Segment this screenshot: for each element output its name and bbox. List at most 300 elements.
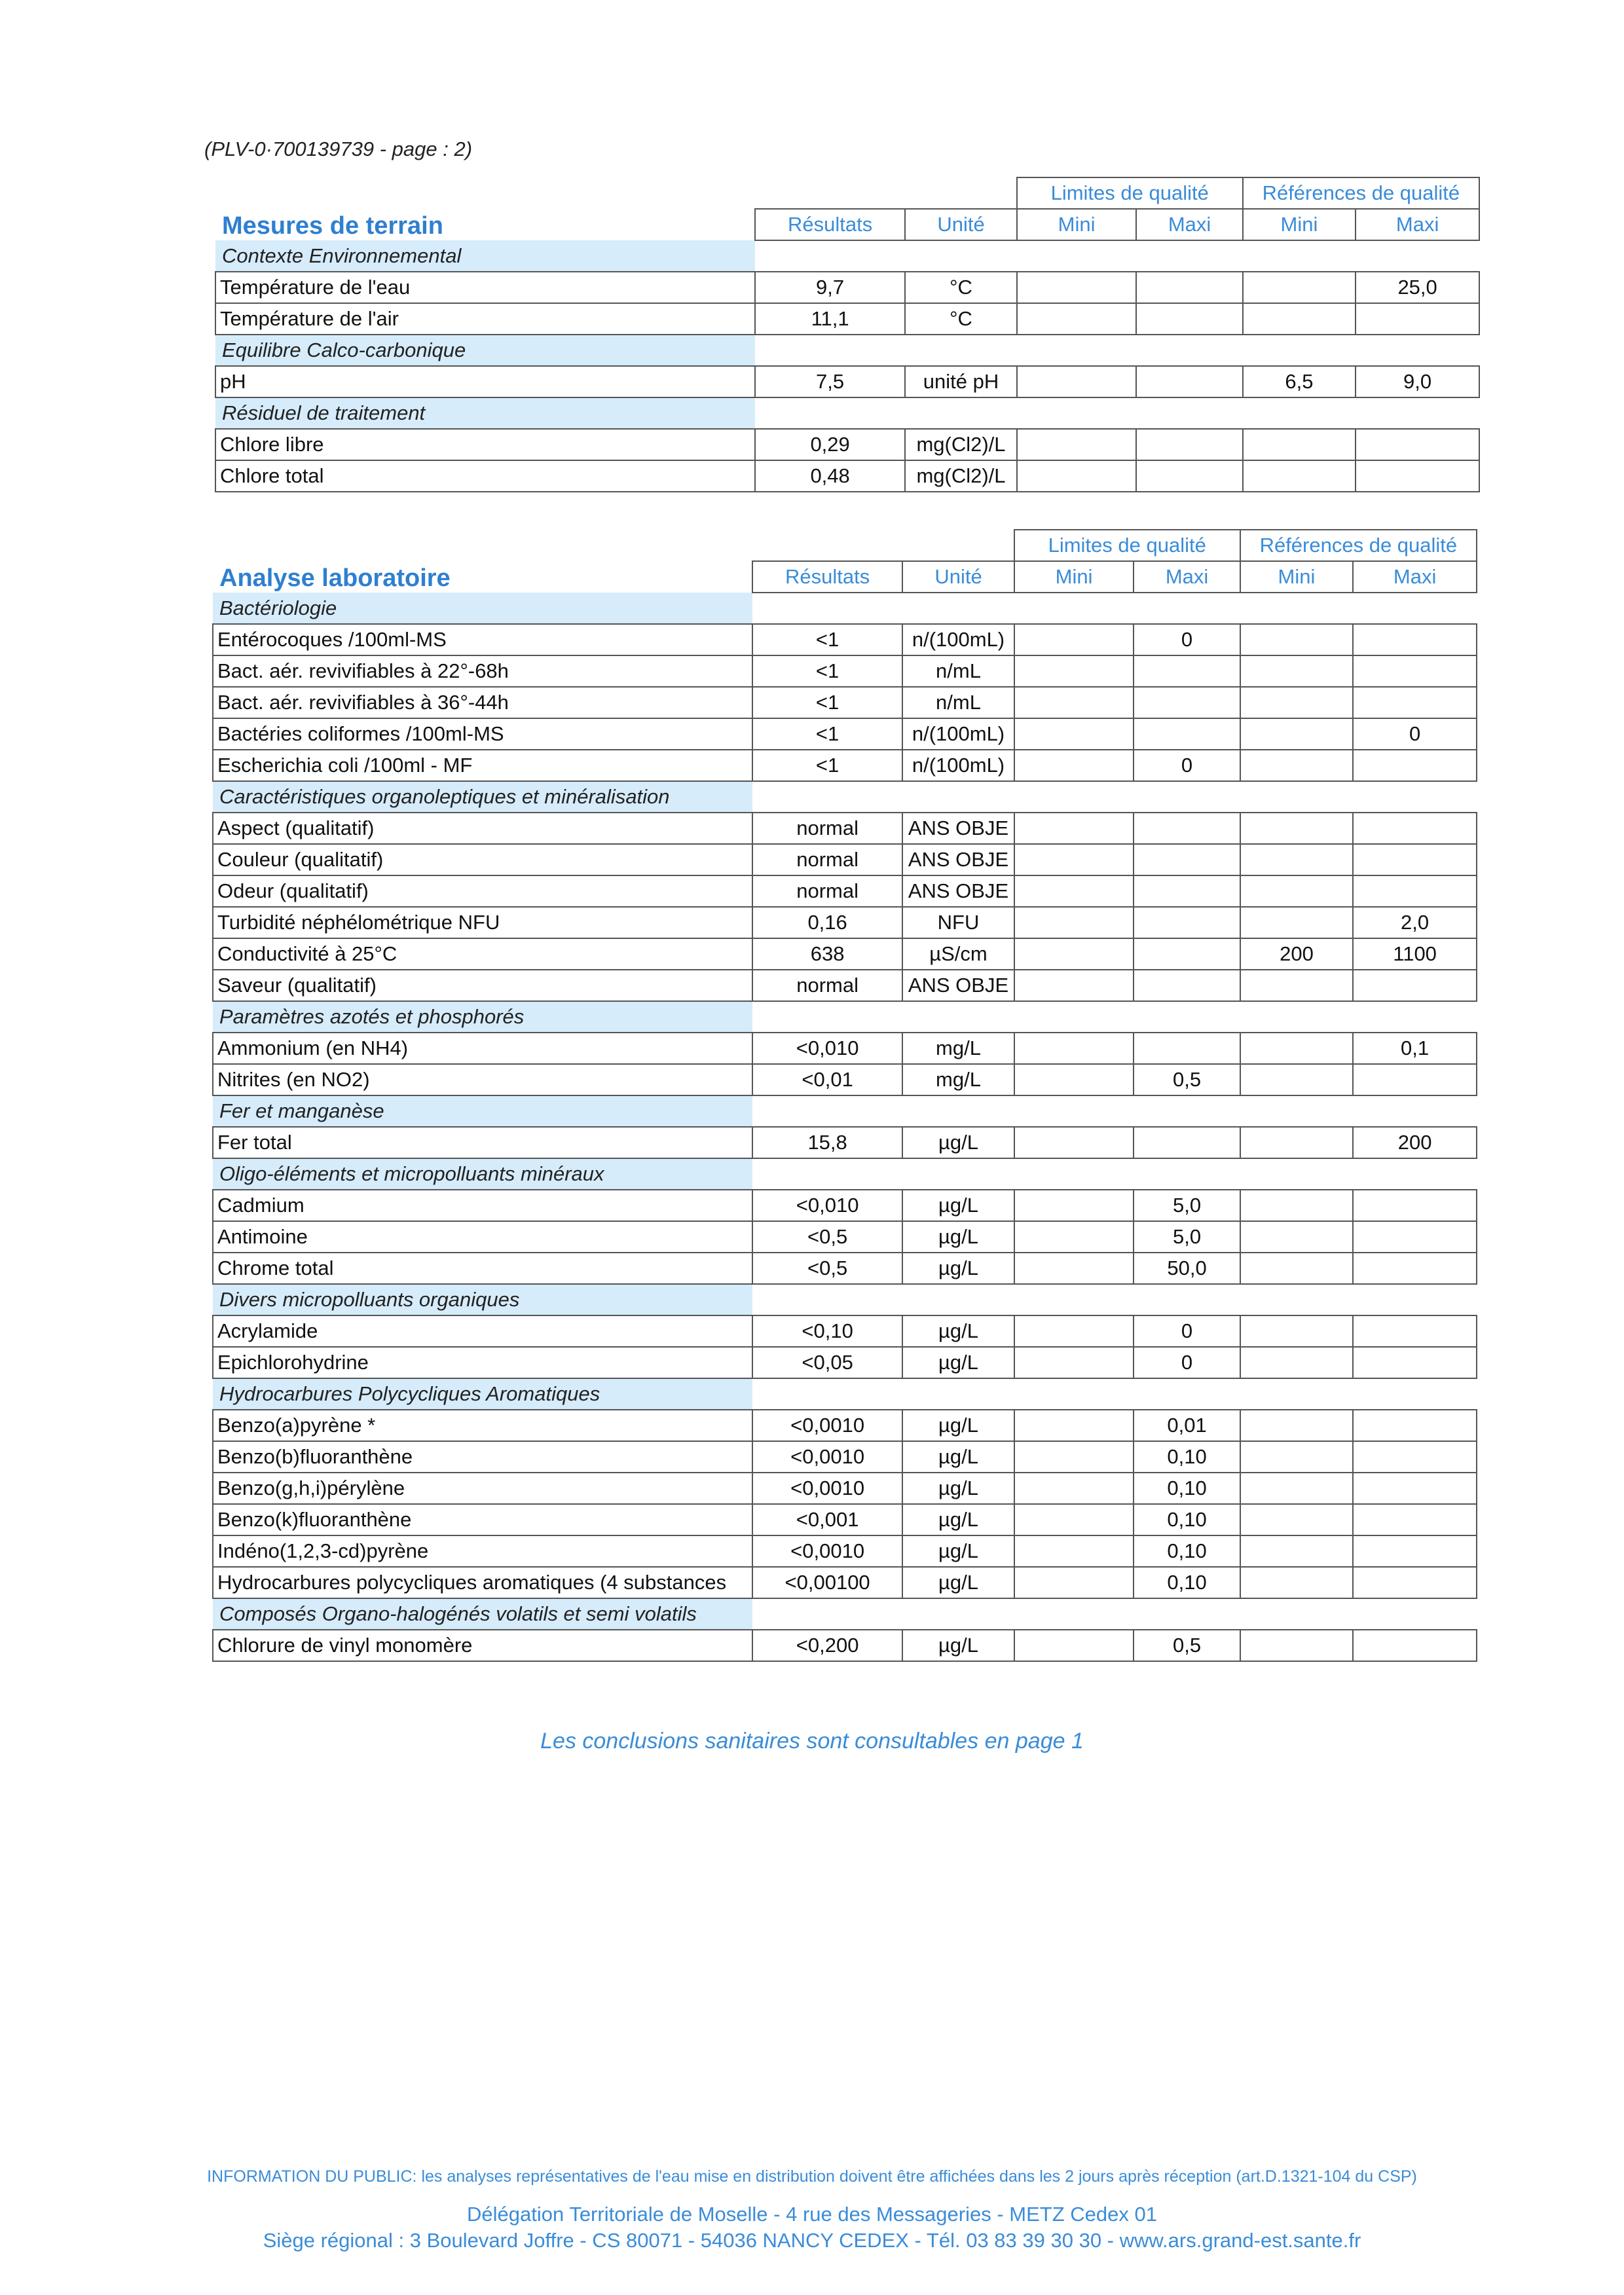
limit-min-value: [1014, 1535, 1134, 1567]
section-title: Mesures de terrain: [222, 212, 443, 240]
limit-max-value: [1136, 303, 1242, 335]
limit-min-value: [1014, 1504, 1134, 1535]
conclusion-note: Les conclusions sanitaires sont consultables en page 1: [540, 1729, 1084, 1753]
reference-min-value: [1240, 1630, 1354, 1661]
unit-value: mg(Cl2)/L: [905, 460, 1016, 492]
reference-max-value: [1353, 875, 1477, 907]
category-label: Hydrocarbures Polycycliques Aromatiques: [213, 1378, 752, 1410]
category-filler: [752, 781, 1477, 813]
reference-max-value: [1353, 1504, 1477, 1535]
parameter-name: Epichlorohydrine: [213, 1347, 752, 1378]
unit-value: µg/L: [902, 1504, 1014, 1535]
result-value: 11,1: [755, 303, 905, 335]
result-value: normal: [752, 844, 902, 875]
table-row: [213, 844, 1477, 875]
reference-max-header: Maxi: [1353, 561, 1477, 593]
limit-min-value: [1014, 1567, 1134, 1598]
table-row: [215, 272, 1479, 303]
parameter-name: Chlore libre: [215, 429, 755, 460]
limit-max-value: [1134, 1033, 1240, 1064]
result-value: <1: [752, 655, 902, 687]
reference-min-value: [1240, 1190, 1354, 1221]
header-spacer: [755, 177, 905, 209]
reference-max-value: [1353, 1630, 1477, 1661]
limit-max-value: [1136, 429, 1242, 460]
result-value: 638: [752, 938, 902, 970]
reference-max-value: [1353, 1567, 1477, 1598]
parameter-name: Chrome total: [213, 1253, 752, 1284]
result-value: <0,00100: [752, 1567, 902, 1598]
unit-value: n/(100mL): [902, 718, 1014, 750]
reference-min-value: [1240, 844, 1354, 875]
limit-min-value: [1014, 1064, 1134, 1095]
parameter-name: Benzo(g,h,i)pérylène: [213, 1473, 752, 1504]
result-value: <0,010: [752, 1190, 902, 1221]
reference-max-value: [1353, 1535, 1477, 1567]
limit-max-value: [1134, 655, 1240, 687]
parameter-name: Bact. aér. revivifiables à 36°-44h: [213, 687, 752, 718]
header-row-groups: [215, 177, 1479, 209]
reference-max-value: [1353, 1253, 1477, 1284]
category-row: [213, 1378, 1477, 1410]
reference-min-value: [1240, 1473, 1354, 1504]
reference-min-value: [1240, 1253, 1354, 1284]
unit-value: ANS OBJE: [902, 970, 1014, 1001]
result-value: <1: [752, 718, 902, 750]
result-value: <1: [752, 687, 902, 718]
result-value: <0,5: [752, 1253, 902, 1284]
category-filler: [752, 1284, 1477, 1315]
unit-value: µg/L: [902, 1190, 1014, 1221]
field-measurements-body: [215, 177, 1479, 492]
limit-min-value: [1014, 655, 1134, 687]
parameter-name: Chlorure de vinyl monomère: [213, 1630, 752, 1661]
unit-value: n/(100mL): [902, 624, 1014, 655]
limit-max-value: 0,01: [1134, 1410, 1240, 1441]
limit-min-value: [1014, 1473, 1134, 1504]
reference-min-header: Mini: [1243, 209, 1356, 240]
reference-min-value: 6,5: [1243, 366, 1356, 397]
result-value: <0,0010: [752, 1473, 902, 1504]
unit-value: µg/L: [902, 1315, 1014, 1347]
limit-min-value: [1017, 272, 1137, 303]
limit-max-value: 0: [1134, 624, 1240, 655]
parameter-name: Bact. aér. revivifiables à 22°-68h: [213, 655, 752, 687]
reference-min-value: [1240, 1064, 1354, 1095]
reference-min-value: 200: [1240, 938, 1354, 970]
reference-max-value: [1353, 655, 1477, 687]
limit-max-value: [1134, 1127, 1240, 1158]
category-label: Oligo-éléments et micropolluants minéraux: [213, 1158, 752, 1190]
parameter-name: Benzo(a)pyrène *: [213, 1410, 752, 1441]
result-value: 7,5: [755, 366, 905, 397]
parameter-name: Turbidité néphélométrique NFU: [213, 907, 752, 938]
unit-value: °C: [905, 272, 1016, 303]
parameter-name: Aspect (qualitatif): [213, 813, 752, 844]
result-value: normal: [752, 813, 902, 844]
limit-min-value: [1017, 429, 1137, 460]
unit-value: µg/L: [902, 1441, 1014, 1473]
reference-min-value: [1240, 970, 1354, 1001]
unit-value: µS/cm: [902, 938, 1014, 970]
reference-max-value: 2,0: [1353, 907, 1477, 938]
parameter-name: Chlore total: [215, 460, 755, 492]
limit-min-header: Mini: [1017, 209, 1137, 240]
limit-min-value: [1014, 938, 1134, 970]
category-label: Paramètres azotés et phosphorés: [213, 1001, 752, 1033]
unit-value: µg/L: [902, 1253, 1014, 1284]
limit-max-header: Maxi: [1136, 209, 1242, 240]
parameter-name: Escherichia coli /100ml - MF: [213, 750, 752, 781]
reference-max-value: 9,0: [1356, 366, 1479, 397]
unit-value: °C: [905, 303, 1016, 335]
limit-min-value: [1014, 1315, 1134, 1347]
category-label: Résiduel de traitement: [215, 397, 755, 429]
limit-min-value: [1014, 907, 1134, 938]
unit-value: µg/L: [902, 1567, 1014, 1598]
limit-max-value: [1134, 938, 1240, 970]
header-spacer: [213, 530, 752, 561]
reference-max-value: [1353, 1347, 1477, 1378]
limit-max-value: [1134, 875, 1240, 907]
limit-min-value: [1014, 1033, 1134, 1064]
unit-value: µg/L: [902, 1473, 1014, 1504]
parameter-name: Bactéries coliformes /100ml-MS: [213, 718, 752, 750]
reference-max-value: [1353, 1190, 1477, 1221]
result-value: 0,16: [752, 907, 902, 938]
table-row: [213, 1221, 1477, 1253]
category-filler: [755, 397, 1479, 429]
result-value: <0,0010: [752, 1410, 902, 1441]
category-row: [213, 1598, 1477, 1630]
table-row: [213, 1567, 1477, 1598]
limit-max-value: 0,5: [1134, 1064, 1240, 1095]
limit-min-value: [1014, 1441, 1134, 1473]
category-filler: [752, 1378, 1477, 1410]
reference-min-value: [1240, 1315, 1354, 1347]
reference-min-value: [1240, 655, 1354, 687]
table-row: [213, 1253, 1477, 1284]
category-row: [215, 240, 1479, 272]
reference-min-value: [1243, 460, 1356, 492]
category-filler: [752, 593, 1477, 624]
table-row: [213, 1127, 1477, 1158]
parameter-name: Acrylamide: [213, 1315, 752, 1347]
table-row: [213, 970, 1477, 1001]
reference-min-value: [1243, 272, 1356, 303]
parameter-name: Ammonium (en NH4): [213, 1033, 752, 1064]
limit-min-value: [1014, 1630, 1134, 1661]
table-row: [213, 1410, 1477, 1441]
result-value: 9,7: [755, 272, 905, 303]
table-row: [213, 875, 1477, 907]
address-line-1: Délégation Territoriale de Moselle - 4 rue des Messageries - METZ Cedex 01: [467, 2203, 1157, 2226]
reference-max-value: [1356, 460, 1479, 492]
limit-max-value: 0,10: [1134, 1504, 1240, 1535]
table-row: [215, 429, 1479, 460]
category-row: [213, 1284, 1477, 1315]
result-value: 0,29: [755, 429, 905, 460]
reference-min-value: [1240, 624, 1354, 655]
table-row: [213, 813, 1477, 844]
reference-max-value: 0,1: [1353, 1033, 1477, 1064]
category-label: Caractéristiques organoleptiques et minéralisation: [213, 781, 752, 813]
table-row: [213, 1315, 1477, 1347]
parameter-name: Saveur (qualitatif): [213, 970, 752, 1001]
results-header: Résultats: [752, 561, 902, 593]
reference-max-value: [1353, 624, 1477, 655]
category-filler: [752, 1598, 1477, 1630]
table-row: [213, 1630, 1477, 1661]
address-footer: [0, 2201, 1624, 2254]
reference-max-value: [1353, 750, 1477, 781]
table-row: [213, 687, 1477, 718]
reference-min-value: [1240, 813, 1354, 844]
category-row: [213, 1158, 1477, 1190]
unit-value: n/(100mL): [902, 750, 1014, 781]
references-header: Références de qualité: [1243, 177, 1479, 209]
category-label: Fer et manganèse: [213, 1095, 752, 1127]
limit-max-value: 0: [1134, 750, 1240, 781]
limit-min-value: [1017, 303, 1137, 335]
limit-max-value: [1134, 970, 1240, 1001]
table-row: [213, 718, 1477, 750]
unit-value: mg(Cl2)/L: [905, 429, 1016, 460]
limit-min-value: [1017, 460, 1137, 492]
reference-min-value: [1240, 1347, 1354, 1378]
reference-min-header: Mini: [1240, 561, 1354, 593]
category-label: Contexte Environnemental: [215, 240, 755, 272]
parameter-name: Fer total: [213, 1127, 752, 1158]
reference-min-value: [1240, 875, 1354, 907]
parameter-name: Benzo(b)fluoranthène: [213, 1441, 752, 1473]
limit-max-value: 0,5: [1134, 1630, 1240, 1661]
unit-value: µg/L: [902, 1535, 1014, 1567]
category-filler: [752, 1158, 1477, 1190]
category-filler: [755, 335, 1479, 366]
parameter-name: pH: [215, 366, 755, 397]
reference-max-value: 200: [1353, 1127, 1477, 1158]
reference-min-value: [1240, 750, 1354, 781]
reference-max-value: [1353, 1473, 1477, 1504]
reference-max-value: [1353, 1441, 1477, 1473]
reference-min-value: [1243, 303, 1356, 335]
unit-header: Unité: [902, 561, 1014, 593]
parameter-name: Température de l'air: [215, 303, 755, 335]
limit-min-value: [1014, 875, 1134, 907]
category-row: [213, 1095, 1477, 1127]
unit-value: NFU: [902, 907, 1014, 938]
unit-value: ANS OBJE: [902, 844, 1014, 875]
limit-min-value: [1017, 366, 1137, 397]
limit-max-value: [1134, 844, 1240, 875]
unit-value: n/mL: [902, 687, 1014, 718]
result-value: 15,8: [752, 1127, 902, 1158]
limit-max-value: 5,0: [1134, 1221, 1240, 1253]
result-value: <0,0010: [752, 1535, 902, 1567]
laboratory-analysis-body: [213, 530, 1477, 1661]
table-row: [213, 938, 1477, 970]
parameter-name: Température de l'eau: [215, 272, 755, 303]
header-spacer: [752, 530, 902, 561]
reference-max-value: [1353, 844, 1477, 875]
limit-max-value: [1134, 687, 1240, 718]
category-row: [213, 781, 1477, 813]
table-row: [213, 1504, 1477, 1535]
result-value: <0,5: [752, 1221, 902, 1253]
reference-max-header: Maxi: [1356, 209, 1479, 240]
limit-max-value: [1136, 460, 1242, 492]
parameter-name: Antimoine: [213, 1221, 752, 1253]
category-row: [213, 593, 1477, 624]
references-header: Références de qualité: [1240, 530, 1477, 561]
header-spacer: [905, 177, 1016, 209]
result-value: normal: [752, 970, 902, 1001]
section-title: Analyse laboratoire: [219, 564, 451, 592]
limit-max-value: [1134, 907, 1240, 938]
unit-value: unité pH: [905, 366, 1016, 397]
parameter-name: Odeur (qualitatif): [213, 875, 752, 907]
unit-value: n/mL: [902, 655, 1014, 687]
table-row: [213, 1064, 1477, 1095]
unit-value: µg/L: [902, 1410, 1014, 1441]
limit-max-value: 0,10: [1134, 1441, 1240, 1473]
header-spacer: [902, 530, 1014, 561]
table-row: [213, 1347, 1477, 1378]
limit-min-value: [1014, 844, 1134, 875]
reference-min-value: [1240, 718, 1354, 750]
parameter-name: Entérocoques /100ml-MS: [213, 624, 752, 655]
reference-max-value: [1353, 813, 1477, 844]
laboratory-analysis-table: [212, 529, 1477, 1662]
limit-min-value: [1014, 1190, 1134, 1221]
limits-header: Limites de qualité: [1014, 530, 1240, 561]
category-label: Composés Organo-halogénés volatils et semi volatils: [213, 1598, 752, 1630]
parameter-name: Couleur (qualitatif): [213, 844, 752, 875]
limit-min-value: [1014, 1253, 1134, 1284]
header-row-groups: [213, 530, 1477, 561]
parameter-name: Hydrocarbures polycycliques aromatiques (4 substances: [213, 1567, 752, 1598]
limit-min-value: [1014, 1221, 1134, 1253]
result-value: <0,05: [752, 1347, 902, 1378]
result-value: <0,001: [752, 1504, 902, 1535]
field-measurements-table: [215, 177, 1480, 492]
limit-max-value: [1134, 718, 1240, 750]
limit-max-value: [1136, 272, 1242, 303]
result-value: <0,0010: [752, 1441, 902, 1473]
table-row: [213, 1535, 1477, 1567]
reference-min-value: [1243, 429, 1356, 460]
table-row: [213, 1190, 1477, 1221]
limit-min-value: [1014, 1127, 1134, 1158]
table-row: [213, 750, 1477, 781]
document-reference: (PLV-0·700139739 - page : 2): [204, 138, 473, 160]
unit-value: mg/L: [902, 1033, 1014, 1064]
limit-min-value: [1014, 1347, 1134, 1378]
limit-min-header: Mini: [1014, 561, 1134, 593]
table-row: [213, 624, 1477, 655]
reference-max-value: [1353, 1410, 1477, 1441]
results-header: Résultats: [755, 209, 905, 240]
result-value: <0,010: [752, 1033, 902, 1064]
parameter-name: Benzo(k)fluoranthène: [213, 1504, 752, 1535]
category-row: [213, 1001, 1477, 1033]
result-value: 0,48: [755, 460, 905, 492]
table-row: [215, 303, 1479, 335]
limit-min-value: [1014, 1410, 1134, 1441]
result-value: <1: [752, 624, 902, 655]
table-row: [213, 907, 1477, 938]
limit-max-value: [1136, 366, 1242, 397]
reference-max-value: [1353, 1315, 1477, 1347]
limits-header: Limites de qualité: [1017, 177, 1243, 209]
table-row: [213, 1441, 1477, 1473]
reference-min-value: [1240, 1127, 1354, 1158]
header-row-columns: [213, 561, 1477, 593]
address-line-2: Siège régional : 3 Boulevard Joffre - CS 80071 - 54036 NANCY CEDEX - Tél. 03 83 39 30 30 - www.ars.grand-est.sante.fr: [263, 2229, 1361, 2252]
result-value: normal: [752, 875, 902, 907]
reference-min-value: [1240, 1567, 1354, 1598]
reference-max-value: [1353, 1221, 1477, 1253]
table-row: [213, 1033, 1477, 1064]
parameter-name: Conductivité à 25°C: [213, 938, 752, 970]
limit-max-value: 0: [1134, 1315, 1240, 1347]
result-value: <0,01: [752, 1064, 902, 1095]
limit-max-value: 5,0: [1134, 1190, 1240, 1221]
category-label: Divers micropolluants organiques: [213, 1284, 752, 1315]
table-row: [215, 460, 1479, 492]
category-label: Bactériologie: [213, 593, 752, 624]
parameter-name: Indéno(1,2,3-cd)pyrène: [213, 1535, 752, 1567]
header-spacer: [215, 177, 755, 209]
result-value: <1: [752, 750, 902, 781]
unit-header: Unité: [905, 209, 1016, 240]
reference-max-value: [1353, 687, 1477, 718]
reference-max-value: [1356, 303, 1479, 335]
parameter-name: Cadmium: [213, 1190, 752, 1221]
reference-max-value: 25,0: [1356, 272, 1479, 303]
unit-value: µg/L: [902, 1630, 1014, 1661]
limit-min-value: [1014, 750, 1134, 781]
limit-min-value: [1014, 718, 1134, 750]
reference-max-value: 1100: [1353, 938, 1477, 970]
reference-min-value: [1240, 687, 1354, 718]
table-row: [213, 655, 1477, 687]
limit-max-value: 0,10: [1134, 1473, 1240, 1504]
limit-min-value: [1014, 624, 1134, 655]
limit-max-header: Maxi: [1134, 561, 1240, 593]
reference-min-value: [1240, 1535, 1354, 1567]
result-value: <0,200: [752, 1630, 902, 1661]
reference-min-value: [1240, 1033, 1354, 1064]
reference-min-value: [1240, 1410, 1354, 1441]
limit-max-value: 50,0: [1134, 1253, 1240, 1284]
limit-min-value: [1014, 970, 1134, 1001]
unit-value: µg/L: [902, 1347, 1014, 1378]
limit-max-value: 0,10: [1134, 1535, 1240, 1567]
reference-max-value: [1356, 429, 1479, 460]
reference-min-value: [1240, 1504, 1354, 1535]
reference-min-value: [1240, 1221, 1354, 1253]
category-row: [215, 335, 1479, 366]
header-row-columns: [215, 209, 1479, 240]
limit-max-value: 0: [1134, 1347, 1240, 1378]
reference-max-value: [1353, 970, 1477, 1001]
category-filler: [755, 240, 1479, 272]
table-row: [213, 1473, 1477, 1504]
limit-min-value: [1014, 813, 1134, 844]
unit-value: µg/L: [902, 1221, 1014, 1253]
